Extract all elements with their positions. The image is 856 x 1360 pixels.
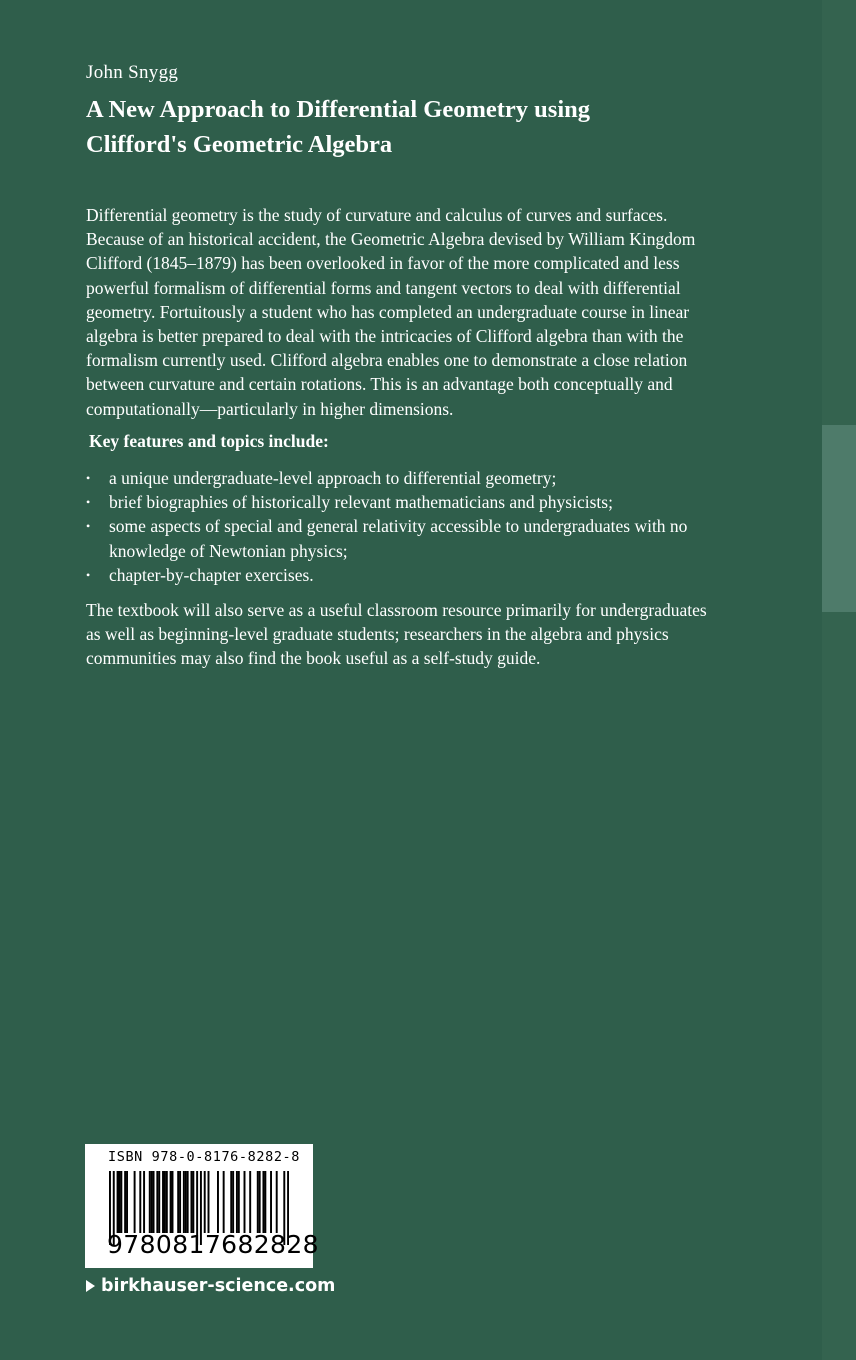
- barcode-bar: [153, 1171, 155, 1233]
- barcode-bar: [236, 1171, 238, 1233]
- text-line: Because of an historical accident, the Geometric Algebra devised by William Kingdom: [86, 229, 696, 250]
- barcode-bar: [124, 1171, 126, 1233]
- barcode-bar: [223, 1171, 225, 1233]
- barcode-bar: [270, 1171, 272, 1233]
- feature-line: knowledge of Newtonian physics;: [109, 540, 348, 561]
- feature-item: [86, 514, 687, 562]
- barcode-bar: [149, 1171, 151, 1233]
- barcode-bar: [117, 1171, 119, 1233]
- barcode-bar: [170, 1171, 172, 1233]
- barcode-bar: [232, 1171, 234, 1233]
- bullet-icon: •: [86, 567, 91, 582]
- barcode-number: 9780817682828: [107, 1230, 319, 1259]
- arrow-right-icon: [86, 1280, 95, 1292]
- barcode-bar: [177, 1171, 179, 1233]
- website-label: birkhauser-science.com: [101, 1276, 336, 1296]
- barcode-bar: [179, 1171, 181, 1233]
- spine-edge: [822, 0, 856, 1360]
- barcode-bar: [156, 1171, 158, 1233]
- barcode-bar: [166, 1171, 168, 1233]
- barcode-bar: [162, 1171, 164, 1233]
- text-line: The textbook will also serve as a useful classroom resource primarily for undergraduates: [86, 600, 707, 620]
- book-title: [86, 92, 806, 162]
- barcode-bar: [139, 1171, 141, 1233]
- barcode-bar: [187, 1171, 189, 1233]
- barcode-bar: [172, 1171, 174, 1233]
- description-paragraph: [86, 203, 786, 421]
- text-line: algebra is better prepared to deal with the intricacies of Clifford algebra than with the: [86, 326, 684, 347]
- closing-paragraph: [86, 598, 786, 671]
- feature-line: some aspects of special and general relativity accessible to undergraduates with no: [109, 516, 688, 537]
- barcode-bar: [126, 1171, 128, 1233]
- barcode-bar: [244, 1171, 246, 1233]
- publisher-website[interactable]: [86, 1276, 335, 1296]
- features-heading: Key features and topics include:: [89, 431, 329, 451]
- barcode-bar: [230, 1171, 232, 1233]
- text-line: computationally—particularly in higher dimensions.: [86, 398, 454, 419]
- barcode-bar: [208, 1171, 210, 1233]
- isbn-label: ISBN 978-0-8176-8282-8: [108, 1149, 301, 1165]
- barcode-bar: [192, 1171, 194, 1233]
- text-line: as well as beginning-level graduate students; researchers in the algebra and physics: [86, 624, 669, 645]
- feature-item: [86, 490, 687, 514]
- feature-line: a unique undergraduate-level approach to differential geometry;: [109, 468, 557, 488]
- title-line: A New Approach to Differential Geometry using: [86, 96, 591, 123]
- feature-line: brief biographies of historically relevant mathematicians and physicists;: [109, 492, 613, 513]
- title-line: Clifford's Geometric Algebra: [86, 131, 393, 158]
- barcode-bar: [134, 1171, 136, 1233]
- barcode-bar: [257, 1171, 259, 1233]
- barcode-bar: [164, 1171, 166, 1233]
- barcode-bar: [158, 1171, 160, 1233]
- barcode-bar: [249, 1171, 251, 1233]
- features-list: [86, 466, 687, 587]
- spine-accent-block: [822, 425, 856, 612]
- bullet-icon: •: [86, 471, 91, 485]
- barcode-bar: [204, 1171, 206, 1233]
- barcode-bar: [120, 1171, 122, 1233]
- barcode-bar: [276, 1171, 278, 1233]
- barcode-bar: [151, 1171, 153, 1233]
- barcode-bar: [262, 1171, 264, 1233]
- text-line: Differential geometry is the study of curvature and calculus of curves and surfaces.: [86, 205, 668, 225]
- text-line: formalism currently used. Clifford algebra enables one to demonstrate a close relation: [86, 350, 688, 371]
- barcode-bar: [183, 1171, 185, 1233]
- feature-line: chapter-by-chapter exercises.: [109, 564, 314, 585]
- text-line: Clifford (1845–1879) has been overlooked in favor of the more complicated and less: [86, 253, 680, 274]
- feature-item: [86, 466, 687, 490]
- barcode-panel: [85, 1144, 319, 1268]
- bullet-icon: •: [86, 519, 91, 534]
- barcode-bar: [118, 1171, 120, 1233]
- feature-item: [86, 563, 687, 587]
- text-line: powerful formalism of differential forms and tangent vectors to deal with differential: [86, 277, 681, 298]
- barcode-bar: [217, 1171, 219, 1233]
- barcode-bar: [143, 1171, 145, 1233]
- barcode-bar: [264, 1171, 266, 1233]
- barcode-bar: [185, 1171, 187, 1233]
- author-name: John Snygg: [86, 62, 179, 83]
- barcode-bar: [259, 1171, 261, 1233]
- bullet-icon: •: [86, 495, 91, 510]
- barcode-bar: [190, 1171, 192, 1233]
- barcode-bar: [238, 1171, 240, 1233]
- text-line: communities may also find the book useful as a self-study guide.: [86, 648, 541, 669]
- text-line: between curvature and certain rotations. This is an advantage both conceptually and: [86, 374, 673, 395]
- text-line: geometry. Fortuitously a student who has completed an undergraduate course in linear: [86, 301, 690, 322]
